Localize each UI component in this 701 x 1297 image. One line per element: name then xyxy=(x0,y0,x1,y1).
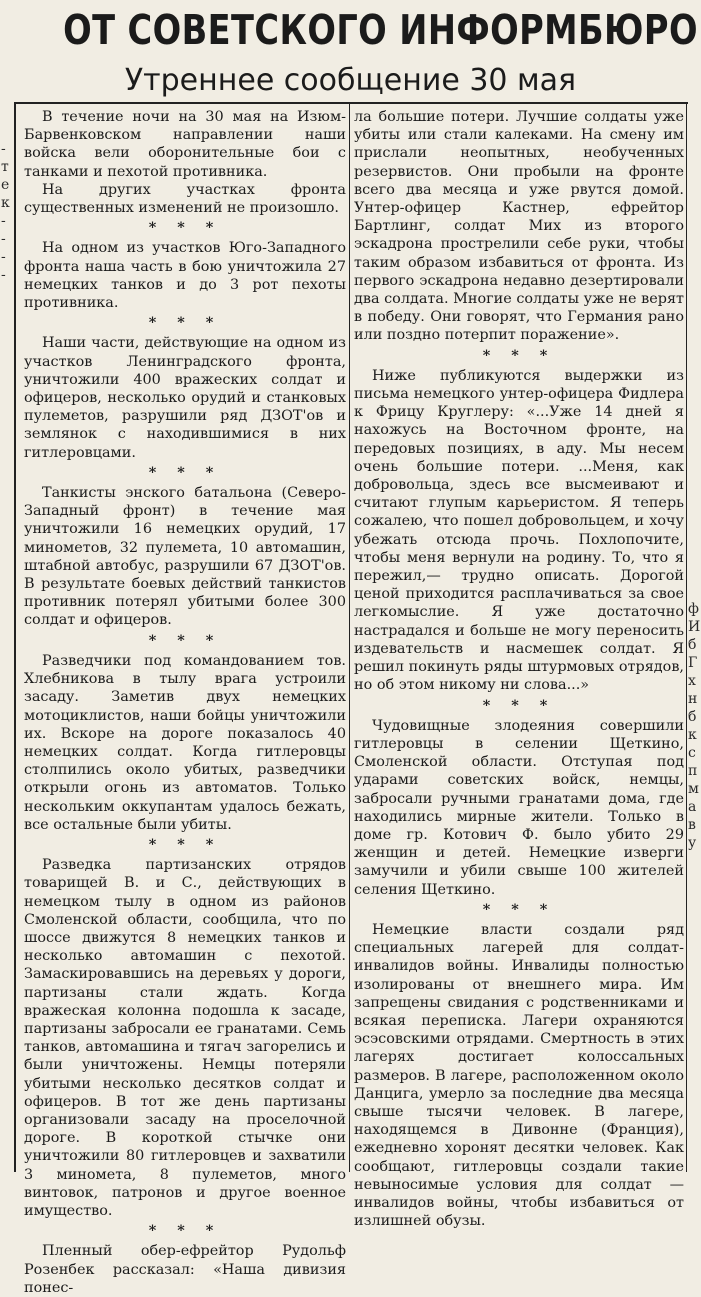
margin-fragment: м xyxy=(688,781,699,797)
separator-stars: * * * xyxy=(148,835,222,853)
paragraph: В течение ночи на 30 мая на Изюм-Барвенковском направлении наши войска вели оборонительные бои с танками и пехотой противника. xyxy=(24,109,346,180)
margin-fragment: - xyxy=(1,267,6,283)
margin-fragment: н xyxy=(688,691,698,707)
margin-fragment: к xyxy=(1,195,10,211)
top-rule xyxy=(14,102,688,104)
separator-stars: * * * xyxy=(148,314,222,332)
separator-stars: * * * xyxy=(148,219,222,237)
left-margin-fragments xyxy=(1,140,11,284)
paragraph: На других участках фронта существенных изменений не произошло. xyxy=(24,181,346,217)
paragraph: Пленный обер-ефрейтор Рудольф Розенбек рассказал: «Наша дивизия понес- xyxy=(24,1243,346,1296)
paragraph: На одном из участков Юго-Западного фронта наша часть в бою уничтожила 27 немецких танков и до 3 рот пехоты противника. xyxy=(24,240,346,312)
paragraph: Разведка партизанских отрядов товарищей В. и С., действующих в немецком тылу в одном из районов Смоленской области, сообщила, что по шоссе движутся 8 немецких танков и несколько автомашин с пехотой. Замаскировавшись на деревьях у дороги, партизаны стали ждать. Когда вражеская колонна подошла к засаде, партизаны забросали ее гранатами. Семь танков, автомашина и тягач загорелись и были уничтожены. Немцы потеряли убитыми несколько десятков солдат и офицеров. В тот же день партизаны организовали засаду на проселочной дороге. В короткой стычке они уничтожили 80 гитлеровцев и захватили 3 миномета, 8 пулеметов, много винтовок, патронов и другое военное имущество. xyxy=(24,857,346,1219)
margin-fragment: - xyxy=(1,249,6,265)
separator-stars: * * * xyxy=(482,696,556,714)
margin-fragment: И xyxy=(688,619,701,635)
margin-fragment: б xyxy=(688,637,697,653)
right-column xyxy=(354,108,684,1230)
headline: ОТ СОВЕТСКОГО ИНФОРМБЮРО xyxy=(63,6,698,54)
paragraph: Немецкие власти создали ряд специальных лагерей для солдат-инвалидов войны. Инвалиды полностью изолированы от внешнего мира. Им запрещены свидания с родственниками и всякая переписка. Лагери охраняются эсэсовскими отрядами. Смертность в этих лагерях достигает колоссальных размеров. В лагере, расположенном около Данцига, умерло за последние два месяца свыше тысячи человек. В лагере, находящемся в Дивонне (Франция), ежедневно хоронят десятки человек. Как сообщают, гитлеровцы создали такие невыносимые условия для солдат — инвалидов войны, чтобы избавиться от излишней обузы. xyxy=(354,921,684,1230)
right-margin-fragments xyxy=(688,600,700,852)
subheadline: Утреннее сообщение 30 мая xyxy=(124,63,577,98)
left-column-rule xyxy=(14,102,16,1172)
paragraph: Наши части, действующие на одном из участков Ленинградского фронта, уничтожили 400 вражеских солдат и офицеров, несколько орудий и станковых пулеметов, разрушили ряд ДЗОТ'ов и землянок с находившимися в них гитлеровцами. xyxy=(24,335,346,461)
paragraph: Разведчики под командованием тов. Хлебникова в тылу врага устроили засаду. Заметив двух немецких мотоциклистов, наши бойцы уничтожили их. Вскоре на дороге показалось 40 немецких солдат. Когда гитлеровцы столпились около убитых, разведчики открыли огонь из автоматов. Только нескольким оккупантам удалось бежать, все остальные были убиты. xyxy=(24,652,346,833)
paragraph: Ниже публикуются выдержки из письма немецкого унтер-офицера Фидлера к Фрицу Круглеру: «...Уже 14 дней я нахожусь на Восточном фронте, на передовых позициях, в аду. Мы несем очень большие потери. ...Меня, как добровольца, здесь все высмеивают и считают глупым карьеристом. Я теперь сожалею, что пошел добровольцем, и хочу убежать отсюда прочь. Похлопочите, чтобы меня вернули на родину. То, что я пережил,— трудно описать. Дорогой ценой приходится расплачиваться за свое легкомыслие. Я уже достаточно настрадался и больше не могу переносить издевательств и насмешек солдат. Я решил покинуть ряды штурмовых отрядов, но об этом никому ни слова...» xyxy=(354,367,684,694)
margin-fragment: б xyxy=(688,709,697,725)
paragraph: Чудовищные злодеяния совершили гитлеровцы в селении Щеткино, Смоленской области. Отступая под ударами советских войск, немцы, забросали ручными гранатами дома, где находились мирные жители. Только в доме гр. Котович Ф. было убито 29 женщин и детей. Немецкие изверги замучили и убили свыше 100 жителей селения Щеткино. xyxy=(354,717,684,898)
margin-fragment: у xyxy=(688,835,697,851)
separator-stars: * * * xyxy=(148,1222,222,1240)
margin-fragment: п xyxy=(688,763,698,779)
separator-stars: * * * xyxy=(482,900,556,918)
center-column-rule xyxy=(349,102,350,1172)
margin-fragment: т xyxy=(1,159,9,175)
margin-fragment: - xyxy=(1,141,6,157)
left-column xyxy=(24,108,346,1297)
margin-fragment: ф xyxy=(688,601,699,617)
margin-fragment: - xyxy=(1,213,6,229)
margin-fragment: х xyxy=(688,673,696,689)
separator-stars: * * * xyxy=(148,631,222,649)
margin-fragment: в xyxy=(688,817,696,833)
separator-stars: * * * xyxy=(148,463,222,481)
separator-stars: * * * xyxy=(482,346,556,364)
margin-fragment: а xyxy=(688,799,697,815)
paragraph: Танкисты энского батальона (Северо-Западный фронт) в течение мая уничтожили 16 немецких орудий, 17 минометов, 32 пулемета, 10 автомашин, штабной автобус, разрушили 67 ДЗОТ'ов. В результате боевых действий танкистов противник потерял убитыми более 300 солдат и офицеров. xyxy=(24,485,346,629)
margin-fragment: - xyxy=(1,231,6,247)
margin-fragment: Г xyxy=(688,655,698,671)
right-column-rule xyxy=(686,102,687,1172)
margin-fragment: е xyxy=(1,177,10,193)
margin-fragment: к xyxy=(688,727,697,743)
paragraph-continued: ла большие потери. Лучшие солдаты уже убиты или стали калеками. На смену им прислали неопытных, необученных резервистов. Они пробыли на фронте всего два месяца и уже рвутся домой. Унтер-офицер Кастнер, ефрейтор Бартлинг, солдат Мих из второго эскадрона прострелили себе руки, чтобы таким образом избавиться от фронта. Из первого эскадрона недавно дезертировали два солдата. Многие солдаты уже не верят в победу. Они говорят, что Германия рано или поздно потерпит поражение». xyxy=(354,109,684,344)
margin-fragment: с xyxy=(688,745,696,761)
